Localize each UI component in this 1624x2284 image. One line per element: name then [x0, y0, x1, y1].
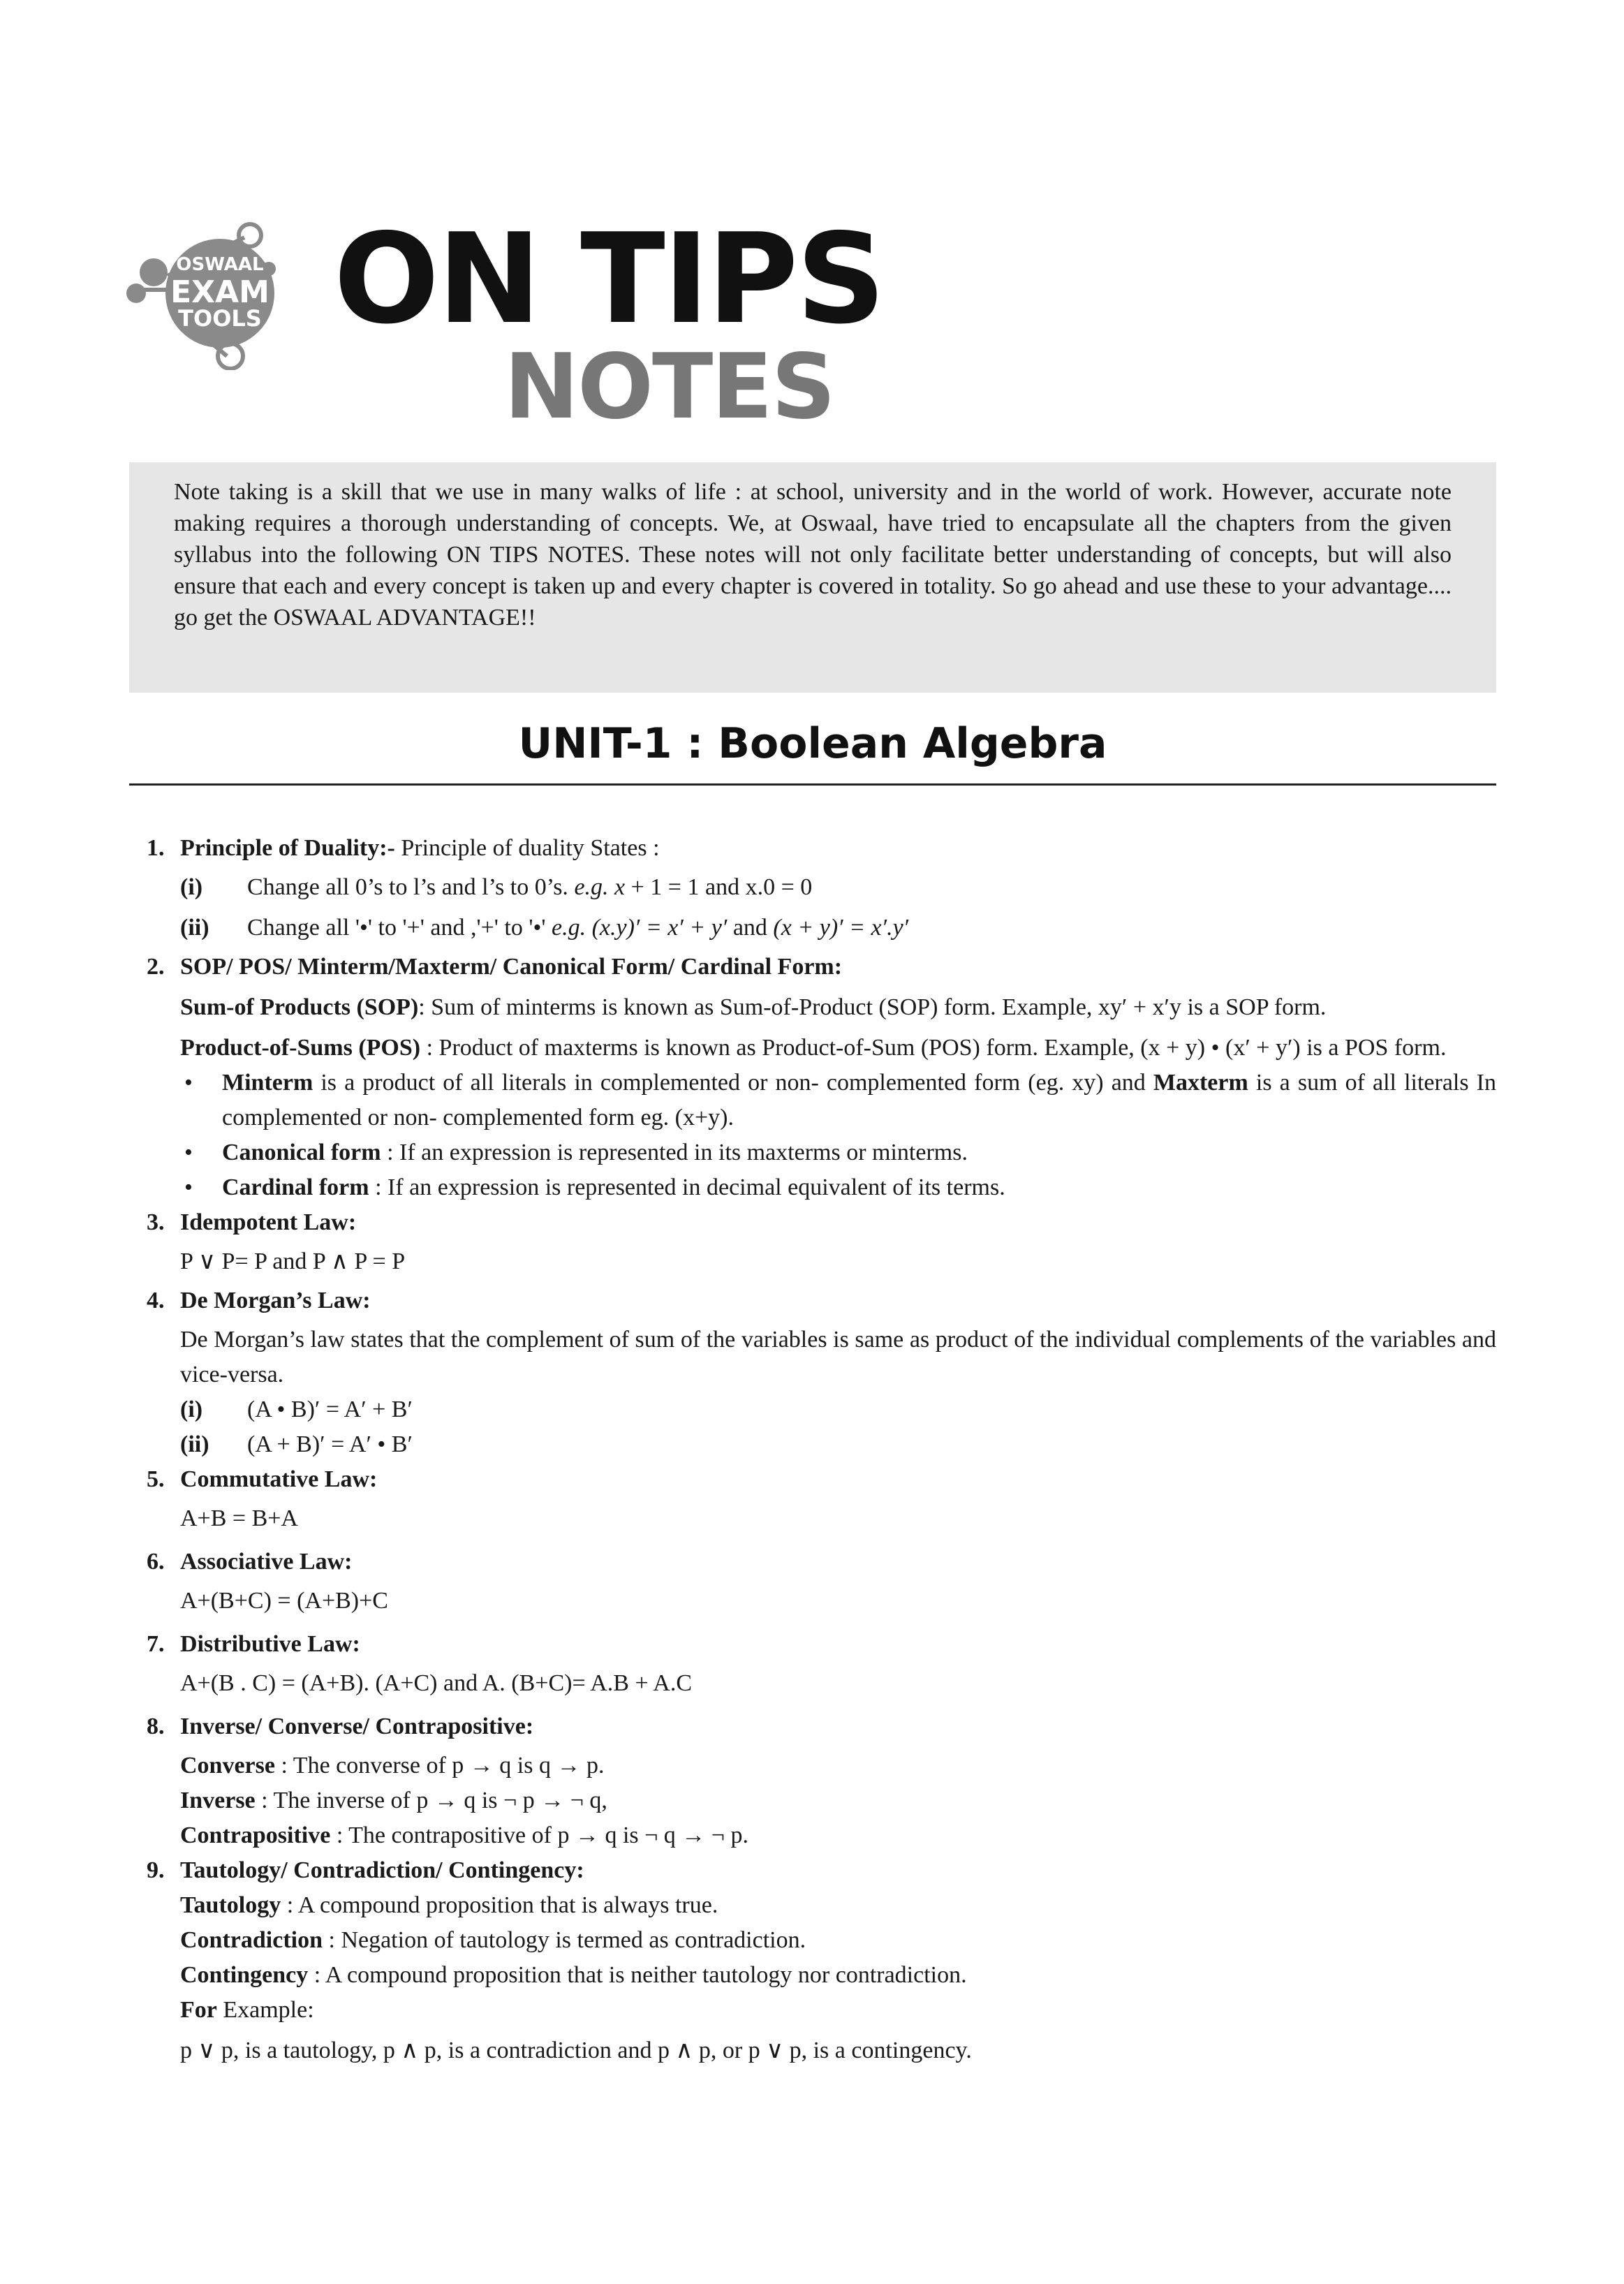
section-number: 8. — [147, 1714, 165, 1739]
term-text: : Negation of tautology is termed as contradiction. — [323, 1927, 806, 1953]
law-formula: P ∨ P= P and P ∧ P = P — [180, 1248, 406, 1274]
section-number: 1. — [147, 835, 165, 861]
list-item — [180, 1066, 1496, 1135]
term-label: Minterm — [222, 1070, 313, 1096]
section-heading: Inverse/ Converse/ Contrapositive: — [180, 1714, 534, 1739]
term-text: : The contrapositive of p → q is ¬ q → ¬ p. — [330, 1822, 748, 1848]
section-heading: SOP/ POS/ Minterm/Maxterm/ Canonical Form/ Cardinal Form: — [180, 954, 843, 980]
section-distributive-law — [147, 1627, 1496, 1701]
term-text: : A compound proposition that is always true. — [281, 1892, 718, 1918]
term-label: Converse — [180, 1753, 275, 1778]
converse-definition — [180, 1748, 1496, 1783]
term-label: Canonical form — [222, 1140, 381, 1165]
bullet: • — [184, 1174, 193, 1200]
term-text: : The inverse of p → q is ¬ p → ¬ q, — [255, 1788, 607, 1813]
section-number: 2. — [147, 954, 165, 980]
contingency-definition — [180, 1958, 1496, 1993]
definition-list — [180, 1066, 1496, 1205]
rule-example: e.g. x — [574, 874, 626, 900]
term-label: Inverse — [180, 1788, 256, 1813]
law-formula: A+(B+C) = (A+B)+C — [180, 1588, 388, 1614]
list-item — [180, 1135, 1496, 1170]
term-label: Tautology — [180, 1892, 281, 1918]
section-number: 3. — [147, 1209, 165, 1235]
section-heading: Tautology/ Contradiction/ Contingency: — [180, 1857, 584, 1883]
list-item — [180, 1170, 1496, 1205]
section-number: 6. — [147, 1549, 165, 1575]
section-number: 4. — [147, 1288, 165, 1313]
section-de-morgans-law — [147, 1283, 1496, 1462]
rule-label: (i) — [180, 874, 203, 900]
section-commutative-law — [147, 1462, 1496, 1536]
contrapositive-definition — [180, 1818, 1496, 1853]
section-inverse-converse — [147, 1709, 1496, 1853]
de-morgan-rule-1 — [180, 1392, 1496, 1427]
duality-rule-2 — [180, 911, 1496, 945]
section-number: 5. — [147, 1466, 165, 1492]
section-heading: Principle of Duality:- — [180, 835, 395, 861]
term-label-2: Maxterm — [1153, 1070, 1248, 1096]
tautology-definition — [180, 1888, 1496, 1923]
intro-text: Note taking is a skill that we use in many walks of life : at school, university and in the world of work. However, accurate note making requires a thorough understanding of concepts. We, at Oswaal, have tried to encapsulate all the chapters from the given syllabus into the following ON TIPS NOTES. These notes will not only facilitate better understanding of concepts, but will also ensure that each and every concept is taken up and every chapter is covered in totality. So go ahead and use these to your advantage.... go get the OSWAAL ADVANTAGE!! — [174, 479, 1452, 631]
rule-text: Change all '•' to '+' and ,'+' to '•' — [247, 915, 552, 941]
intro-box — [129, 462, 1496, 693]
section-number: 7. — [147, 1631, 165, 1657]
term-text: : If an expression is represented in decimal equivalent of its terms. — [369, 1174, 1005, 1200]
section-sop-pos — [147, 950, 1496, 1205]
law-description: De Morgan’s law states that the complement of sum of the variables is same as product of the individual complements of the variables and vice-versa. — [180, 1327, 1496, 1387]
section-heading: Commutative Law: — [180, 1466, 378, 1492]
logo-line-1: OSWAAL — [176, 254, 264, 275]
bullet: • — [184, 1140, 193, 1165]
section-idempotent-law — [147, 1205, 1496, 1279]
term-text: is a product of all literals in complemented or non- complemented form (eg. xy) and — [313, 1070, 1153, 1096]
page-subtitle: NOTES — [504, 335, 834, 439]
rule-label: (ii) — [180, 915, 209, 941]
de-morgan-rule-2 — [180, 1427, 1496, 1462]
law-formula: A+B = B+A — [180, 1505, 298, 1531]
example-line: p ∨ p, is a tautology, p ∧ p, is a contradiction and p ∧ p, or p ∨ p, is a contingency. — [180, 2038, 972, 2063]
term-text: : The converse of p → q is q → p. — [274, 1753, 605, 1778]
pos-definition — [180, 1031, 1496, 1066]
contradiction-definition — [180, 1923, 1496, 1958]
example-text: Example: — [216, 1997, 314, 2023]
rule-text: Change all 0’s to l’s and l’s to 0’s. — [247, 874, 575, 900]
rule-formula: (A • B)′ = A′ + B′ — [247, 1397, 413, 1422]
section-heading: Idempotent Law: — [180, 1209, 357, 1235]
inverse-definition — [180, 1783, 1496, 1818]
duality-rule-1 — [180, 870, 1496, 905]
sop-label: Sum-of Products (SOP) — [180, 994, 419, 1020]
term-label: Cardinal form — [222, 1174, 369, 1200]
rule-example-2: (x + y)′ = x′.y′ — [773, 915, 909, 941]
section-text: Principle of duality States : — [394, 835, 660, 861]
pos-text: : Product of maxterms is known as Product-of-Sum (POS) form. Example, (x + y) • (x′ + y′) is a POS form. — [420, 1035, 1447, 1061]
rule-connector: and — [727, 915, 774, 941]
unit-heading: UNIT-1 : Boolean Algebra — [518, 719, 1107, 768]
law-formula: A+(B . C) = (A+B). (A+C) and A. (B+C)= A.B + A.C — [180, 1670, 693, 1696]
notes-content — [147, 831, 1496, 2068]
section-heading: Associative Law: — [180, 1549, 353, 1575]
oswaal-exam-tools-logo — [126, 220, 300, 370]
term-text-2: is a sum of all literals In complemented or non- complemented form eg. (x+y). — [222, 1070, 1496, 1130]
rule-label: (ii) — [180, 1431, 209, 1457]
rule-example-rest: + 1 = 1 and x.0 = 0 — [625, 874, 813, 900]
page-title: ON TIPS — [334, 207, 884, 351]
term-text: : A compound proposition that is neither tautology nor contradiction. — [308, 1962, 967, 1988]
rule-formula: (A + B)′ = A′ • B′ — [247, 1431, 413, 1457]
term-label: Contradiction — [180, 1927, 323, 1953]
section-heading: De Morgan’s Law: — [180, 1288, 371, 1313]
section-associative-law — [147, 1545, 1496, 1619]
section-heading: Distributive Law: — [180, 1631, 360, 1657]
rule-label: (i) — [180, 1397, 203, 1422]
example-heading — [180, 1993, 1496, 2028]
sop-definition — [180, 990, 1496, 1025]
pos-label: Product-of-Sums (POS) — [180, 1035, 421, 1061]
rule-example: e.g. (x.y)′ = x′ + y′ — [552, 915, 728, 941]
logo-line-3: TOOLS — [178, 305, 262, 332]
section-number: 9. — [147, 1857, 165, 1883]
bullet: • — [184, 1070, 193, 1096]
sop-text: : Sum of minterms is known as Sum-of-Product (SOP) form. Example, xy′ + x′y is a SOP form. — [418, 994, 1327, 1020]
section-tautology — [147, 1853, 1496, 2068]
logo-line-2: EXAM — [170, 274, 270, 310]
term-text: : If an expression is represented in its maxterms or minterms. — [381, 1140, 968, 1165]
section-principle-of-duality — [147, 831, 1496, 945]
heading-divider — [129, 783, 1496, 786]
term-label: Contingency — [180, 1962, 309, 1988]
example-label: For — [180, 1997, 217, 2023]
term-label: Contrapositive — [180, 1822, 331, 1848]
